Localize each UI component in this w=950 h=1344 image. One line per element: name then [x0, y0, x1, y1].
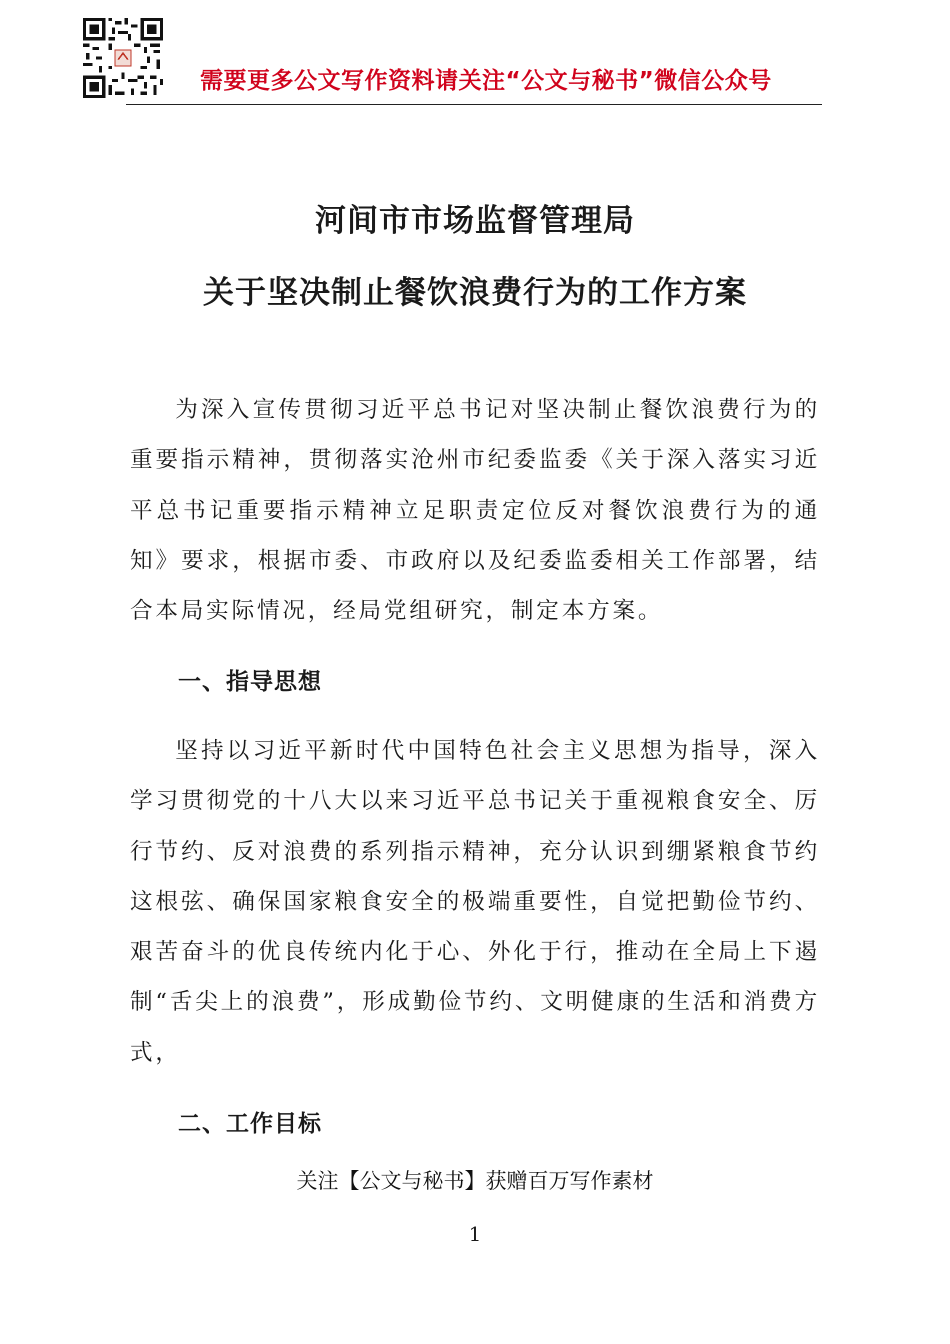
section1-paragraph: 坚持以习近平新时代中国特色社会主义思想为指导，深入学习贯彻党的十八大以来习近平总书记关于重视粮食安全、厉行节约、反对浪费的系列指示精神，充分认识到绷紧粮食节约这根弦、确保国家粮食安全的极端重要性，自觉把勤俭节约、艰苦奋斗的优良传统内化于心、外化于行，推动在全局上下遏制“舌尖上的浪费”，形成勤俭节约、文明健康的生活和消费方式， [130, 738, 820, 1066]
section1-heading: 一、指导思想 [178, 669, 322, 695]
header-banner: 需要更多公文写作资料请关注“公文与秘书”微信公众号 [200, 68, 772, 94]
intro-paragraph: 为深入宣传贯彻习近平总书记对坚决制止餐饮浪费行为的重要指示精神，贯彻落实沧州市纪委监委《关于深入落实习近平总书记重要指示精神立足职责定位反对餐饮浪费行为的通知》要求，根据市委、市政府以及纪委监委相关工作部署，结合本局实际情况，经局党组研究，制定本方案。 [130, 397, 820, 625]
section2-heading: 二、工作目标 [178, 1111, 322, 1137]
qr-code-icon [83, 18, 163, 98]
document-title-line1: 河间市市场监督管理局 [315, 203, 635, 239]
footer-promo: 关注【公文与秘书】获赠百万写作素材 [296, 1169, 654, 1193]
page-number: 1 [468, 1222, 482, 1246]
document-title-line2: 关于坚决制止餐饮浪费行为的工作方案 [203, 275, 747, 311]
header-divider [126, 104, 822, 105]
